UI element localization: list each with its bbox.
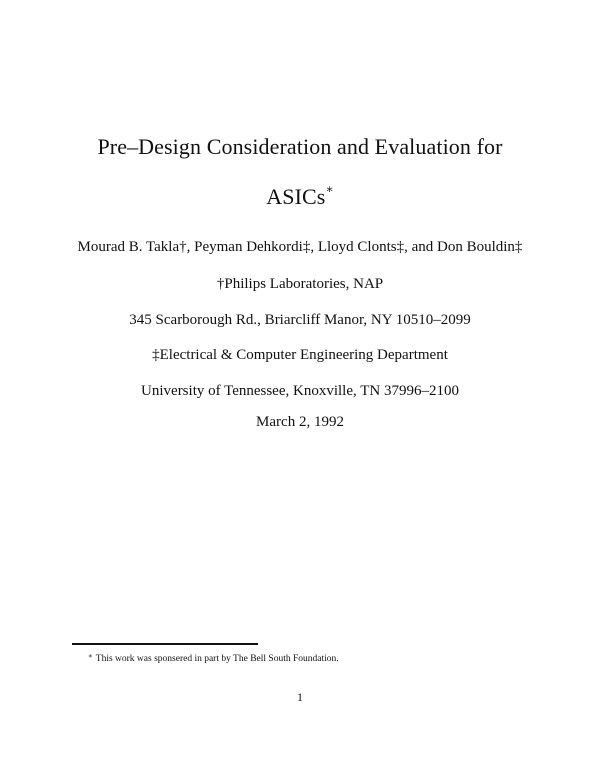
page-number: 1 — [297, 690, 303, 704]
address-utk: University of Tennessee, Knoxville, TN 37996–2100 — [141, 383, 459, 399]
affiliation-philips: †Philips Laboratories, NAP — [216, 276, 384, 292]
footnote — [88, 654, 339, 664]
affiliation-utk: ‡Electrical & Computer Engineering Department — [152, 347, 448, 363]
footnote-marker: ∗ — [88, 652, 93, 660]
address-philips: 345 Scarborough Rd., Briarcliff Manor, NY 10510–2099 — [129, 312, 471, 328]
title-line-2: ASICs — [266, 184, 326, 209]
title-footnote-marker: ∗ — [325, 182, 334, 196]
paper-date: March 2, 1992 — [256, 414, 344, 430]
paper-title-continued — [0, 184, 600, 210]
title-line-1: Pre–Design Consideration and Evaluation for — [97, 134, 503, 159]
author-list: Mourad B. Takla†, Peyman Dehkordi‡, Lloyd Clonts‡, and Don Bouldin‡ — [77, 239, 523, 255]
footnote-text: This work was sponsered in part by The Bell South Foundation. — [95, 654, 339, 664]
footnote-rule — [72, 643, 258, 645]
paper-title — [0, 134, 600, 160]
